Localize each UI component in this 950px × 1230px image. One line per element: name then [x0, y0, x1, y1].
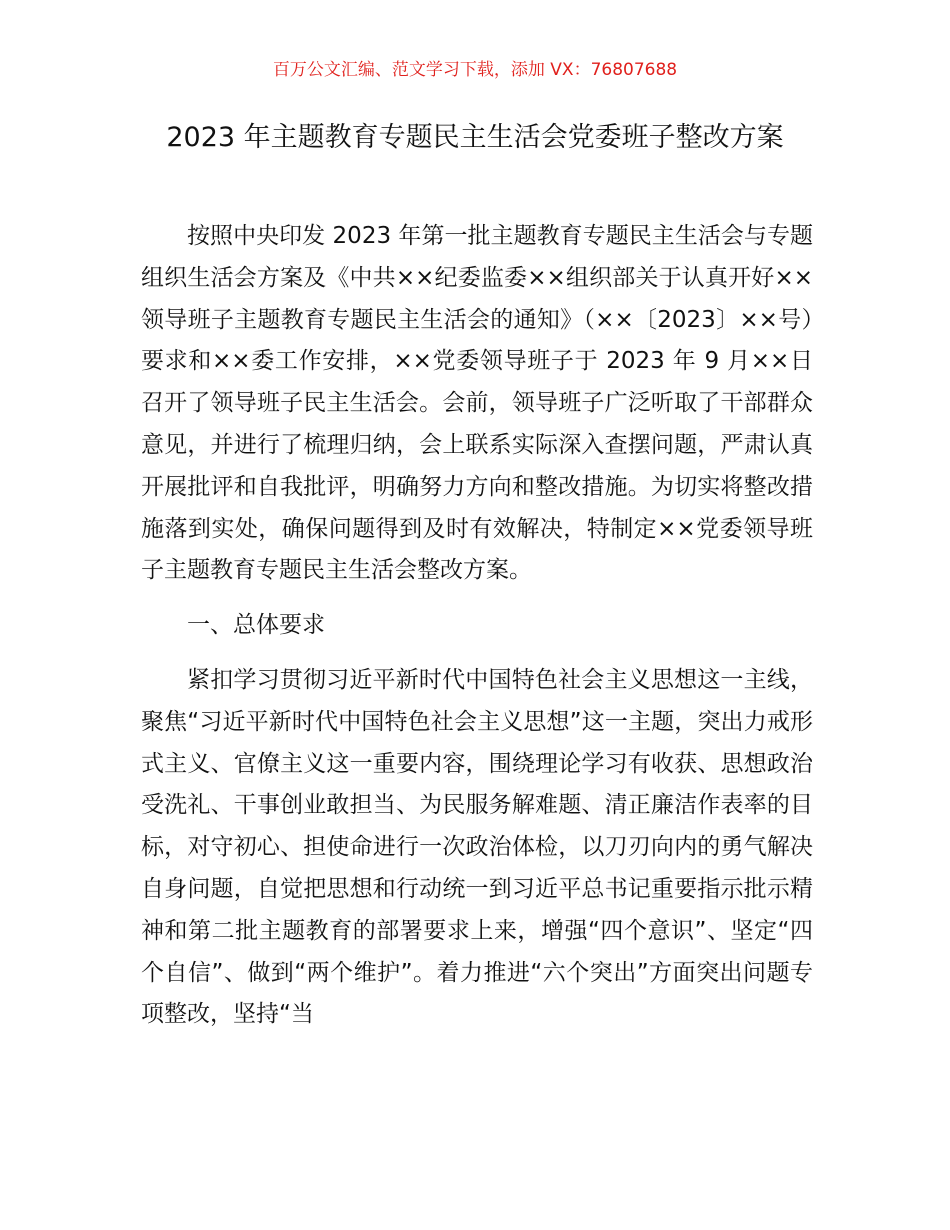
- header-banner: 百万公文汇编、范文学习下载，添加 VX：76807688: [272, 60, 678, 80]
- intro-paragraph: 按照中央印发 2023 年第一批主题教育专题民主生活会与专题组织生活会方案及《中共××纪委监委××组织部关于认真开好××领导班子主题教育专题民主生活会的通知》（××〔2023〕××号）要求和××委工作安排，××党委领导班子于 2023 年 9 月××日召开了领导班子民主生活会。会前，领导班子广泛听取了干部群众意见，并进行了梳理归纳，会上联系实际深入查摆问题，严肃认真开展批评和自我批评，明确努力方向和整改措施。为切实将整改措施落到实处，确保问题得到及时有效解决，特制定××党委领导班子主题教育专题民主生活会整改方案。: [141, 223, 813, 584]
- general-requirements-paragraph: 紧扣学习贯彻习近平新时代中国特色社会主义思想这一主线，聚焦“习近平新时代中国特色社会主义思想”这一主题，突出力戒形式主义、官僚主义这一重要内容，围绕理论学习有收获、思想政治受洗礼、干事创业敢担当、为民服务解难题、清正廉洁作表率的目标，对守初心、担使命进行一次政治体检，以刀刃向内的勇气解决自身问题，自觉把思想和行动统一到习近平总书记重要指示批示精神和第二批主题教育的部署要求上来，增强“四个意识”、坚定“四个自信”、做到“两个维护”。着力推进“六个突出”方面突出问题专项整改，坚持“当: [141, 666, 813, 1028]
- section-heading-general-requirements: 一、总体要求: [187, 612, 325, 639]
- document-body: [141, 216, 813, 1036]
- document-title: 2023 年主题教育专题民主生活会党委班子整改方案: [166, 122, 784, 153]
